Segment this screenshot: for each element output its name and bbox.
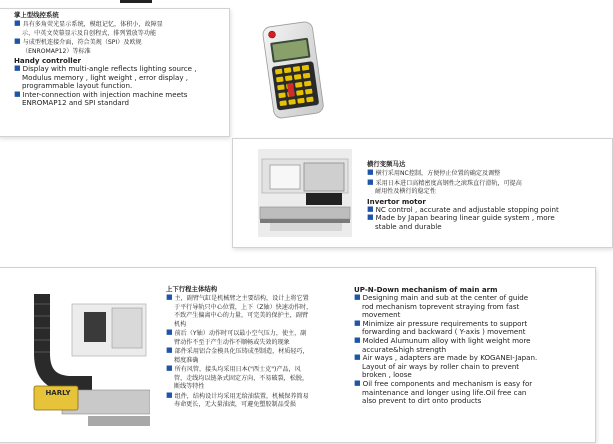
invertor-motor-en-bullets <box>367 206 612 232</box>
invertor-motor-photo <box>258 149 352 237</box>
bullet-line-cont: programmable layout function. <box>22 81 133 91</box>
main-arm-en-text <box>354 285 594 406</box>
bullet-line-cont: ENROMAP12 and SPI standard <box>22 98 130 108</box>
bullet-line-cont: Layout of air ways by roller chain to prevent <box>362 361 520 371</box>
bullet-line-cont: also prevent to dirt onto products <box>362 396 482 406</box>
bullet-line: ■ 横行采用NC控制，方便停止位置的确定及调整 <box>367 168 501 177</box>
bullet-square-icon: ■ <box>367 204 374 213</box>
bullet-square-icon: ■ <box>14 64 21 72</box>
bullet-line-cont: （ENROMAP12）等标准 <box>22 47 91 55</box>
bullet-square-icon: ■ <box>14 89 21 98</box>
main-arm-en-title: UP-N-Down mechanism of main arm <box>354 285 498 294</box>
bullet-line-cont: 精度准确 <box>174 356 199 364</box>
bullet-line-cont: 寿命更长，无大量油渍，可避免塑胶制品受损 <box>174 401 296 408</box>
invertor-motor-text <box>367 160 612 231</box>
bullet-line: ■ Display with multi-angle reflects lighting source , <box>14 64 197 73</box>
invertor-motor-en-title: Invertor motor <box>367 196 426 206</box>
bullet-line-cont: rod mechanism toprevent straying from fast <box>362 301 520 311</box>
brand-label: HARLY <box>45 389 71 397</box>
bullet-square-icon: ■ <box>354 335 361 344</box>
main-arm-cn-title: 上下行程主体结构 <box>166 285 218 293</box>
bullet-line-cont: 臂动作不至于产生动作不顺畅或失效的现象 <box>174 338 290 346</box>
bullet-square-icon: ■ <box>166 364 173 372</box>
bullet-square-icon: ■ <box>354 293 361 301</box>
bullet-square-icon: ■ <box>367 177 374 186</box>
bullet-line: ■ Inter-connection with injection machine meets <box>14 89 188 99</box>
handy-controller-en-bullets <box>14 65 234 108</box>
bullet-line: ■ 与成型机连接介面，符合美规（SPI）及欧规 <box>14 37 142 46</box>
handy-controller-cn-title: 掌上型线控系统 <box>14 11 59 19</box>
bullet-line-cont: movement <box>362 310 401 320</box>
bullet-line: ■ 部件采用铝合金模具化压铸成型制造，材质轻巧， <box>166 346 309 355</box>
bullet-line: ■ 主，副臂气缸是机械臂之主要结构，设计上将它置 <box>166 293 309 302</box>
bullet-square-icon: ■ <box>166 328 173 336</box>
top-edge-mark <box>120 0 152 3</box>
bullet-square-icon: ■ <box>367 213 374 222</box>
bullet-line: ■ Air ways , adapters are made by KOGANEI-Japan. <box>354 353 538 363</box>
bullet-line-cont: 断线等特性 <box>174 383 205 390</box>
bullet-square-icon: ■ <box>354 378 361 387</box>
bullet-square-icon: ■ <box>166 390 173 399</box>
invertor-motor-cn-title: 横行变频马达 <box>367 160 406 168</box>
bullet-square-icon: ■ <box>166 346 173 354</box>
bullet-line-cont: 管，走线均以链条式固定方向，不易破裂，松脱， <box>174 374 309 382</box>
bullet-line: ■ 具有多角荧光显示系统，模组记忆，体积小，故障显 <box>14 19 163 28</box>
bullet-line: ■ 所有风管，接头均采用日本("西士克")产品，风 <box>166 364 301 373</box>
handy-controller-photo <box>258 18 328 120</box>
bullet-line: ■ 采用日本进口高精密度高钢性之滚珠直行滑轨，可提高 <box>367 177 522 187</box>
bullet-line: ■ 前后（Y轴）动作时可以最小空气压力，使主，副 <box>166 328 307 337</box>
bullet-line-cont: 机构 <box>174 320 187 328</box>
bullet-line-cont: 不致产生偏离中心的力量，可完美的保护主，副臂 <box>174 312 309 319</box>
bullet-square-icon: ■ <box>367 168 374 176</box>
main-arm-cn-bullets <box>166 294 341 410</box>
bullet-line: ■ Oil free components and mechanism is easy for <box>354 378 533 388</box>
bullet-line-cont: stable and durable <box>375 221 442 231</box>
bullet-line: ■ NC control , accurate and adjustable stopping point <box>367 204 559 214</box>
bullet-line: ■ Molded Alumunum alloy with light weight more <box>354 335 531 345</box>
bullet-square-icon: ■ <box>14 37 21 45</box>
bullet-line-cont: 于平行导轨只中心位置，上下（Z轴）快速动作时， <box>174 303 313 311</box>
main-arm-photo <box>32 294 150 428</box>
main-arm-en-bullets <box>354 294 594 406</box>
bullet-line-cont: forwarding and backward ( Y-axis ) movement <box>362 327 526 337</box>
bullet-line-cont: 耐用性及横行的稳定性 <box>375 188 436 195</box>
bullet-line-cont: broken , loose <box>362 370 412 380</box>
bullet-line: ■ Made by Japan bearing linear guide system , more <box>367 213 555 223</box>
bullet-square-icon: ■ <box>354 318 361 327</box>
bullet-line: ■ Designing main and sub at the center of guide <box>354 293 529 302</box>
bullet-square-icon: ■ <box>354 353 361 362</box>
main-arm-cn-text <box>166 285 341 410</box>
bullet-line-cont: 示，中英文荧幕显示及自创程式，排列置放等功能 <box>22 29 157 37</box>
bullet-line-cont: accurate&high strength <box>362 344 447 354</box>
bullet-square-icon: ■ <box>166 293 173 301</box>
bullet-line: ■ Minimize air pressure requirements to support <box>354 318 528 328</box>
bullet-line-cont: Modulus memory , light weight , error display , <box>22 72 189 82</box>
bullet-line: ■ 组件，结构设计均采用无给油装置，机械保养简易 <box>166 390 309 400</box>
handy-controller-cn-bullets <box>14 20 234 56</box>
handy-controller-en-title: Handy controller <box>14 56 82 65</box>
invertor-motor-cn-bullets <box>367 169 612 197</box>
bullet-square-icon: ■ <box>14 19 21 27</box>
handy-controller-text <box>14 11 234 108</box>
bullet-line-cont: maintenance and longer using life.Oil free can <box>362 387 527 397</box>
